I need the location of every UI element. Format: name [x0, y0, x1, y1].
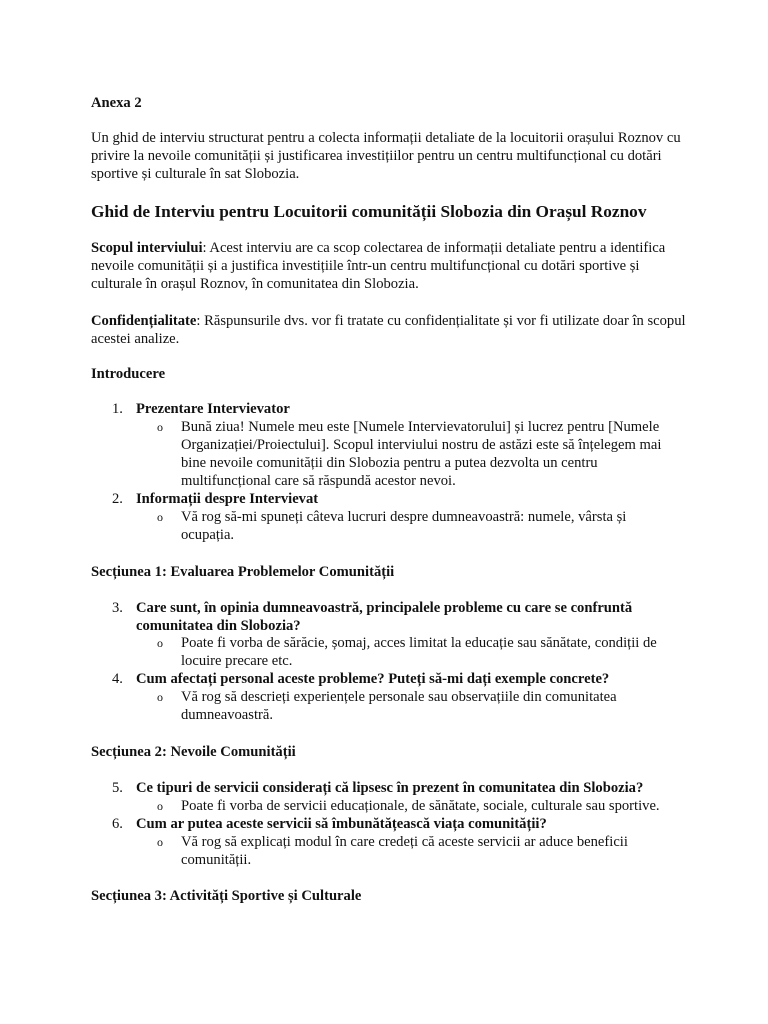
sub-item-text: Poate fi vorba de sărăcie, șomaj, acces limitat la educație sau sănătate, condiții de locuire precare etc.	[181, 635, 657, 669]
purpose-label: Scopul interviului	[91, 240, 203, 256]
section2-heading: Secțiunea 2: Nevoile Comunității	[91, 744, 296, 760]
item-number: 2.	[112, 491, 123, 507]
item-title: Prezentare Intervievator	[136, 401, 290, 417]
bullet-icon: o	[157, 636, 163, 650]
introduction-heading: Introducere	[91, 366, 166, 382]
bullet-icon: o	[157, 510, 163, 524]
bullet-icon: o	[157, 835, 163, 849]
sub-item-text: Vă rog să descrieți experiențele personale sau observațiile din comunitatea dumneavoastră.	[181, 689, 617, 723]
bullet-icon: o	[157, 799, 163, 813]
purpose-text: : Acest interviu are ca scop colectarea de informații detaliate pentru a identifica nevoile comunității și a justifica investițiile într-un centru multifuncțional cu dotări sportive și culturale în orașul Roznov, în comunitatea din Slobozia.	[91, 240, 666, 292]
purpose-paragraph	[91, 239, 691, 293]
bullet-icon: o	[157, 690, 163, 704]
sub-item-text: Vă rog să explicați modul în care credeți că aceste servicii ar aduce beneficii comunității.	[181, 834, 628, 868]
bullet-icon: o	[157, 420, 163, 434]
item-title: Care sunt, în opinia dumneavoastră, principalele probleme cu care se confruntă comunitatea din Slobozia?	[136, 600, 633, 634]
intro-paragraph: Un ghid de interviu structurat pentru a colecta informații detaliate de la locuitorii orașului Roznov cu privire la nevoile comunității și justificarea investițiilor pentru un centru multifuncțional cu dotări sportive și culturale în sat Slobozia.	[91, 130, 681, 182]
annex-title: Anexa 2	[91, 95, 142, 111]
confidentiality-paragraph	[91, 312, 691, 348]
sub-item-text: Bună ziua! Numele meu este [Numele Intervievatorului] și lucrez pentru [Numele Organizației/Proiectului]. Scopul interviului nostru de astăzi este să înțelegem mai bine nevoile comunității din Slobozia pentru a putea dezvolta un centru multifuncțional care să răspundă acestor nevoi.	[181, 419, 662, 489]
section1-heading: Secțiunea 1: Evaluarea Problemelor Comunității	[91, 564, 395, 580]
item-number: 3.	[112, 600, 123, 616]
item-title: Cum afectați personal aceste probleme? Puteți să-mi dați exemple concrete?	[136, 671, 610, 687]
confidentiality-label: Confidențialitate	[91, 313, 197, 329]
section3-heading: Secțiunea 3: Activități Sportive și Culturale	[91, 888, 362, 904]
item-number: 6.	[112, 816, 123, 832]
sub-item-text: Vă rog să-mi spuneți câteva lucruri despre dumneavoastră: numele, vârsta și ocupația.	[181, 509, 627, 543]
item-number: 5.	[112, 780, 123, 796]
item-number: 1.	[112, 401, 123, 417]
confidentiality-text: : Răspunsurile dvs. vor fi tratate cu confidențialitate și vor fi utilizate doar în scopul acestei analize.	[91, 313, 686, 347]
item-title: Informații despre Intervievat	[136, 491, 319, 507]
item-title: Ce tipuri de servicii considerați că lipsesc în prezent în comunitatea din Slobozia?	[136, 780, 644, 796]
guide-title: Ghid de Interviu pentru Locuitorii comunității Slobozia din Orașul Roznov	[91, 202, 647, 221]
sub-item-text: Poate fi vorba de servicii educaționale, de sănătate, sociale, culturale sau sportive.	[181, 798, 660, 814]
item-title: Cum ar putea aceste servicii să îmbunătățească viața comunității?	[136, 816, 547, 832]
item-number: 4.	[112, 671, 123, 687]
